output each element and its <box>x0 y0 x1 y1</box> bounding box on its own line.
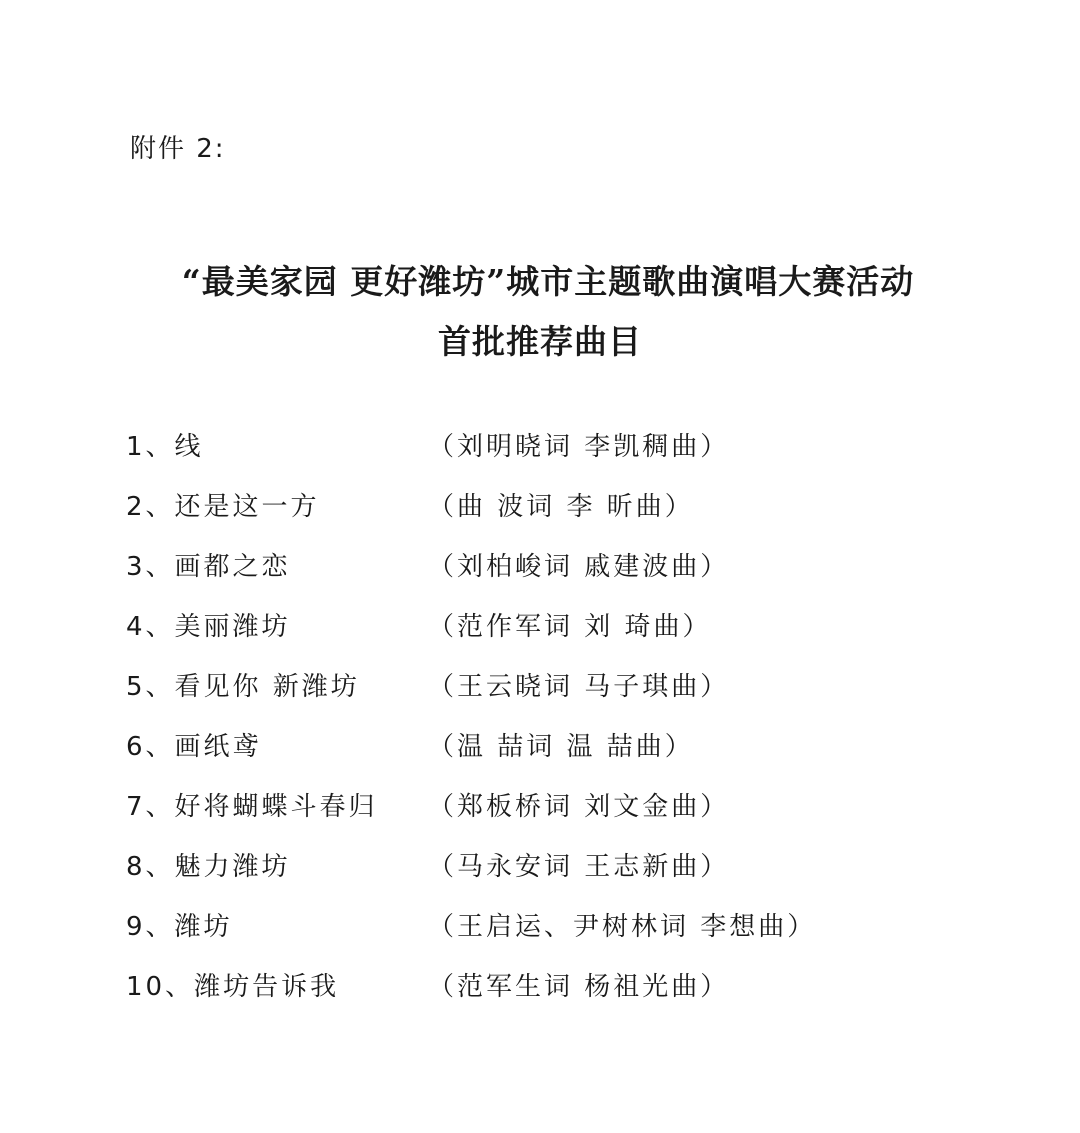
song-item-5 <box>126 660 946 720</box>
song-item-7 <box>126 780 946 840</box>
song-title: 10、潍坊告诉我 <box>126 972 340 1002</box>
song-item-6 <box>126 720 946 780</box>
song-credit: （曲 波词 李 昕曲） <box>428 492 694 522</box>
song-item-4 <box>126 600 946 660</box>
song-credit: （温 喆词 温 喆曲） <box>428 732 694 762</box>
song-item-1 <box>126 420 946 480</box>
song-title: 9、潍坊 <box>126 912 233 942</box>
song-title: 4、美丽潍坊 <box>126 612 291 642</box>
song-title: 2、还是这一方 <box>126 492 320 522</box>
song-title: 6、画纸鸢 <box>126 732 262 762</box>
song-item-9 <box>126 900 946 960</box>
song-title: 1、线 <box>126 432 204 462</box>
song-credit: （王云晓词 马子琪曲） <box>428 672 730 702</box>
song-item-3 <box>126 540 946 600</box>
song-credit: （马永安词 王志新曲） <box>428 852 730 882</box>
song-credit: （刘柏峻词 戚建波曲） <box>428 552 730 582</box>
song-title: 7、好将蝴蝶斗春归 <box>126 792 378 822</box>
document-title-line-2: 首批推荐曲目 <box>438 322 642 361</box>
song-title: 5、看见你 新潍坊 <box>126 672 360 702</box>
song-credit: （范军生词 杨祖光曲） <box>428 972 730 1002</box>
song-title: 3、画都之恋 <box>126 552 291 582</box>
attachment-label: 附件 2: <box>130 134 226 164</box>
song-credit: （范作军词 刘 琦曲） <box>428 612 712 642</box>
song-credit: （刘明晓词 李凯稠曲） <box>428 432 730 462</box>
song-item-2 <box>126 480 946 540</box>
document-title-line-1: “最美家园 更好潍坊”城市主题歌曲演唱大赛活动 <box>181 262 915 301</box>
song-item-10 <box>126 960 946 1020</box>
song-credit: （王启运、尹树林词 李想曲） <box>428 912 817 942</box>
song-credit: （郑板桥词 刘文金曲） <box>428 792 730 822</box>
song-title: 8、魅力潍坊 <box>126 852 291 882</box>
song-item-8 <box>126 840 946 900</box>
song-list <box>126 420 946 1020</box>
